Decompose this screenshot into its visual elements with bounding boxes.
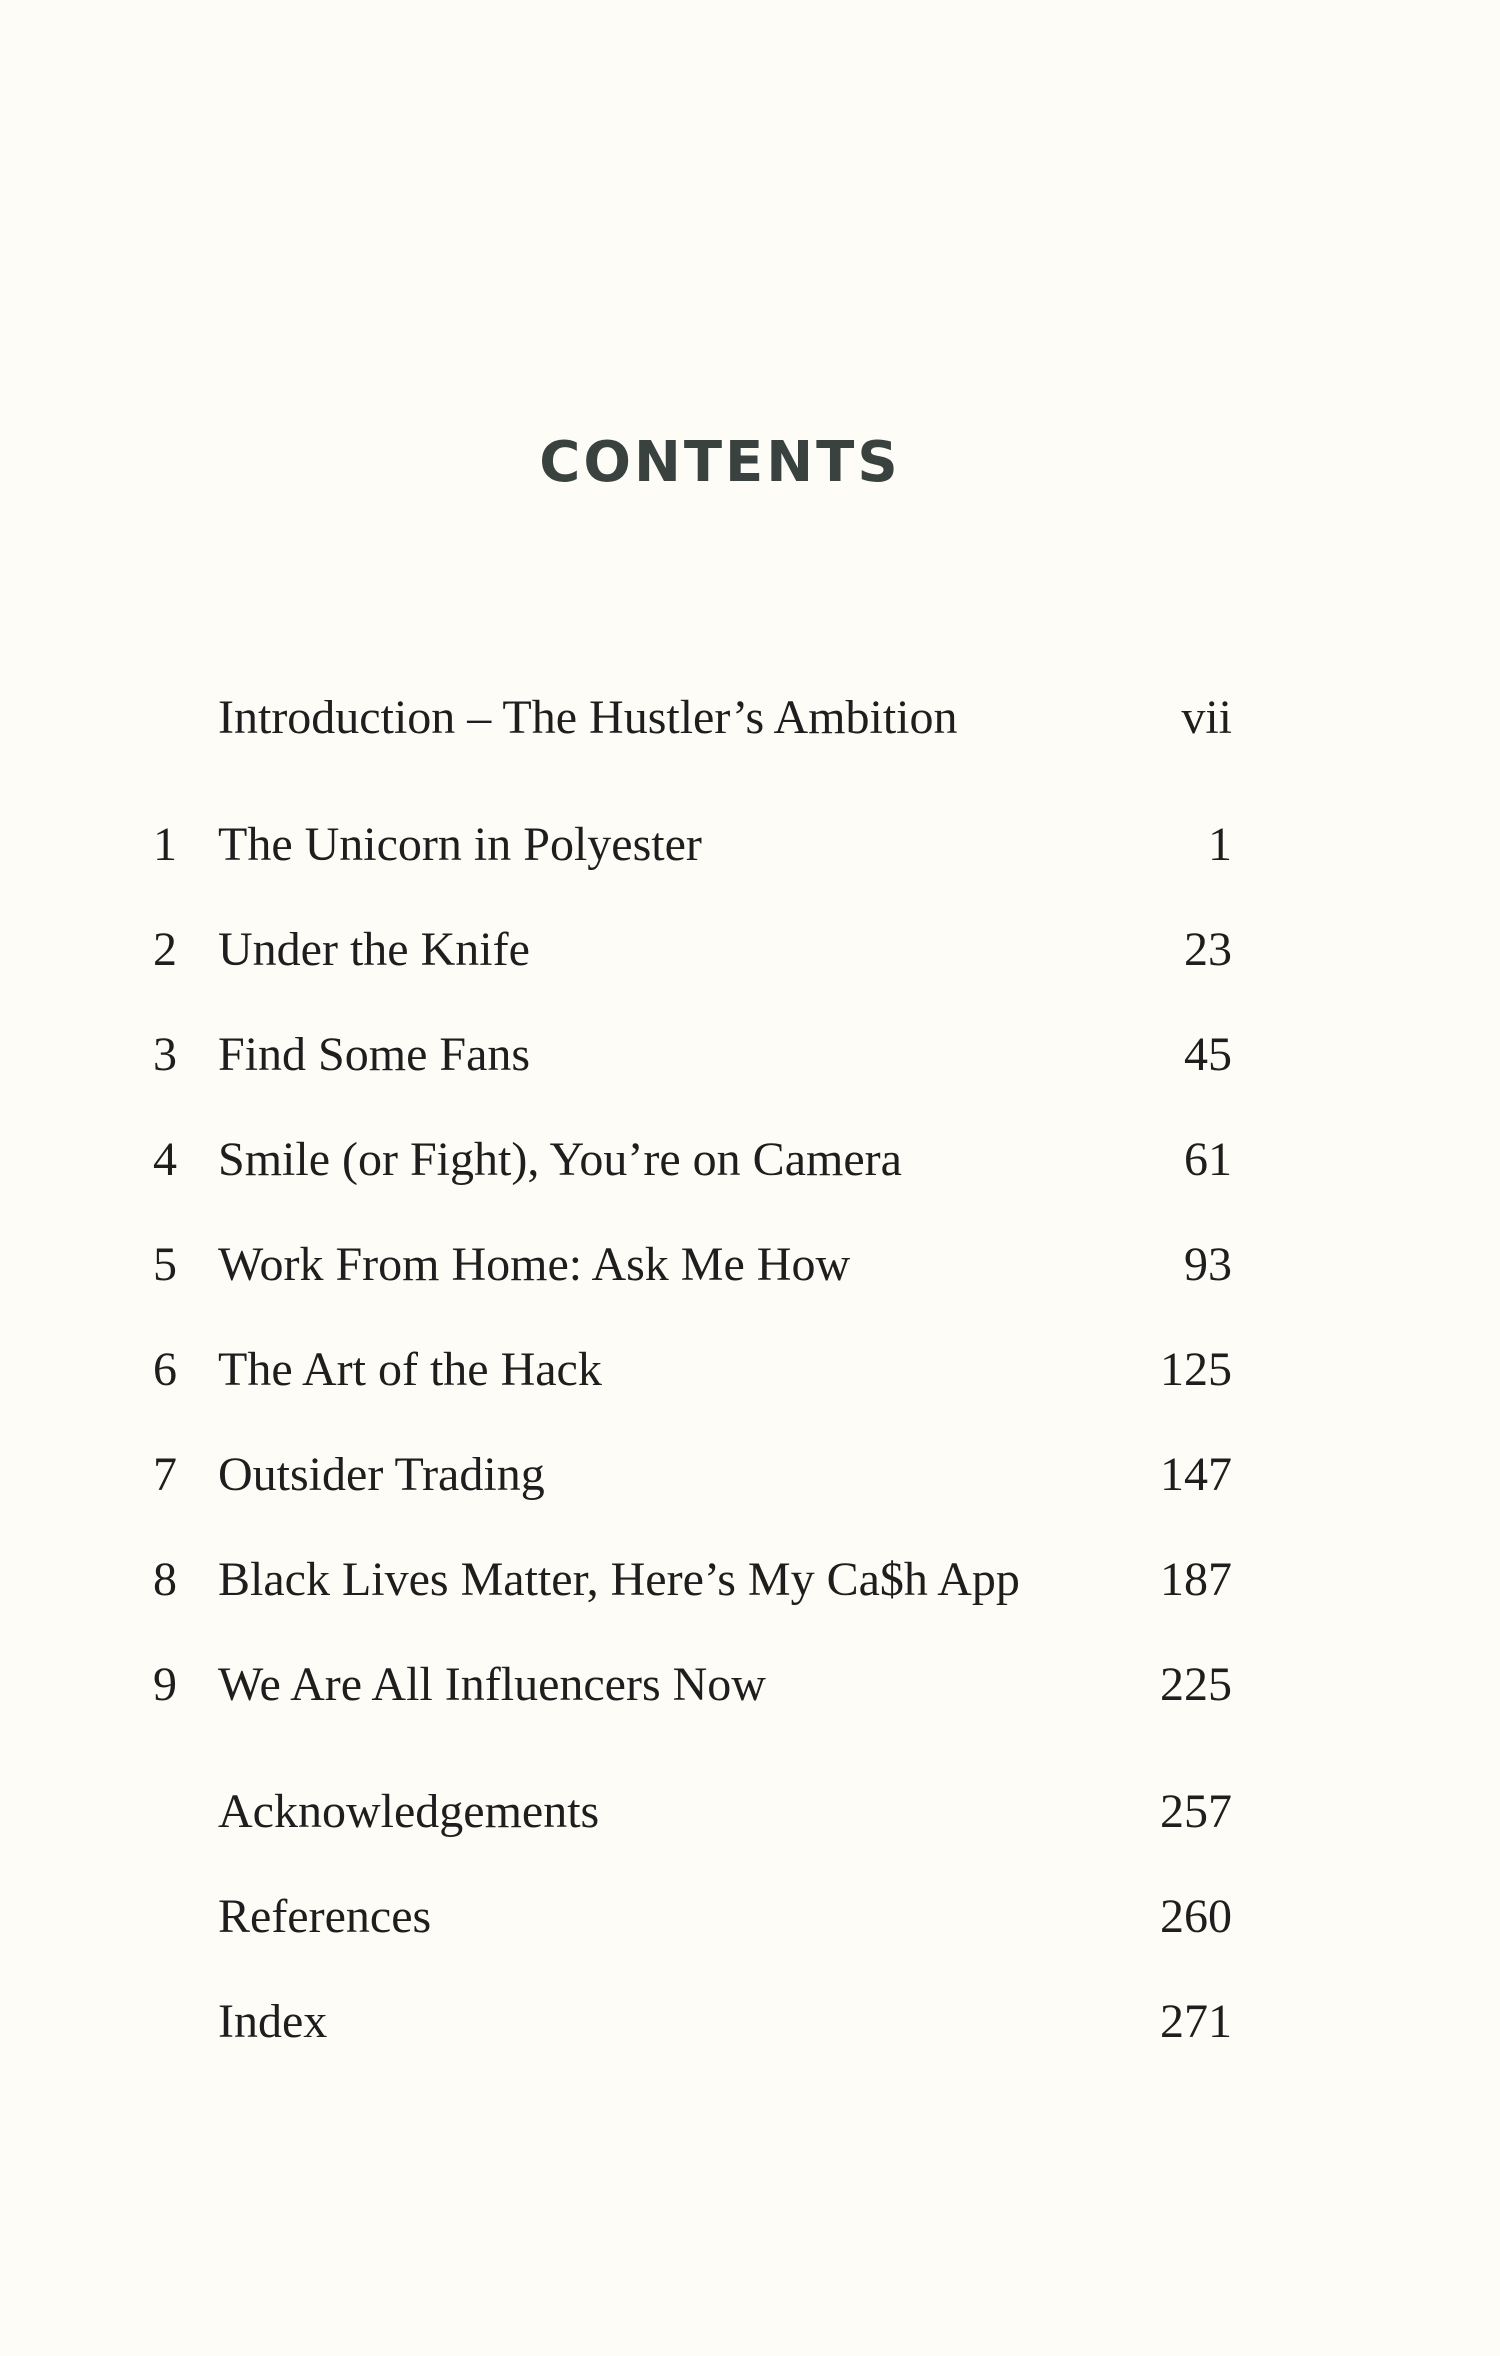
entry-title: Under the Knife <box>218 923 530 976</box>
toc-entry-chapter-4 <box>0 1130 1500 1190</box>
chapter-number: 9 <box>153 1658 177 1711</box>
toc-entry-chapter-3 <box>0 1025 1500 1085</box>
entry-page: 187 <box>1160 1553 1232 1606</box>
entry-page: 257 <box>1160 1785 1232 1838</box>
entry-title: Black Lives Matter, Here’s My Ca$h App <box>218 1553 1020 1606</box>
entry-title: Acknowledgements <box>218 1785 600 1838</box>
chapter-number: 1 <box>153 818 177 871</box>
entry-page: 1 <box>1208 818 1232 871</box>
chapter-number: 8 <box>153 1553 177 1606</box>
toc-entry-introduction <box>0 688 1500 748</box>
toc-entry-chapter-6 <box>0 1340 1500 1400</box>
toc-entry-acknowledgements <box>0 1782 1500 1842</box>
entry-page: 225 <box>1160 1658 1232 1711</box>
chapter-number: 3 <box>153 1028 177 1081</box>
entry-title: Find Some Fans <box>218 1028 531 1081</box>
entry-title: The Art of the Hack <box>218 1343 602 1396</box>
entry-page: 260 <box>1160 1890 1232 1943</box>
toc-entry-chapter-2 <box>0 920 1500 980</box>
entry-title: Index <box>218 1995 328 2048</box>
entry-title: We Are All Influencers Now <box>218 1658 766 1711</box>
entry-page: 125 <box>1160 1343 1232 1396</box>
entry-page: 61 <box>1184 1133 1232 1186</box>
chapter-number: 7 <box>153 1448 177 1501</box>
entry-title: Smile (or Fight), You’re on Camera <box>218 1133 902 1186</box>
entry-page: 271 <box>1160 1995 1232 2048</box>
toc-entry-chapter-5 <box>0 1235 1500 1295</box>
entry-title: Introduction – The Hustler’s Ambition <box>218 691 958 744</box>
entry-title: Outsider Trading <box>218 1448 545 1501</box>
toc-entry-references <box>0 1887 1500 1947</box>
toc-entry-chapter-8 <box>0 1550 1500 1610</box>
chapter-number: 6 <box>153 1343 177 1396</box>
entry-page: 23 <box>1184 923 1232 976</box>
contents-heading: CONTENTS <box>539 430 901 495</box>
chapter-number: 5 <box>153 1238 177 1291</box>
chapter-number: 2 <box>153 923 177 976</box>
entry-title: Work From Home: Ask Me How <box>218 1238 851 1291</box>
entry-page: vii <box>1181 691 1232 744</box>
toc-entry-chapter-1 <box>0 815 1500 875</box>
entry-title: The Unicorn in Polyester <box>218 818 702 871</box>
entry-page: 93 <box>1184 1238 1232 1291</box>
chapter-number: 4 <box>153 1133 177 1186</box>
entry-title: References <box>218 1890 432 1943</box>
entry-page: 45 <box>1184 1028 1232 1081</box>
entry-page: 147 <box>1160 1448 1232 1501</box>
toc-entry-index <box>0 1992 1500 2052</box>
toc-entry-chapter-7 <box>0 1445 1500 1505</box>
toc-entry-chapter-9 <box>0 1655 1500 1715</box>
